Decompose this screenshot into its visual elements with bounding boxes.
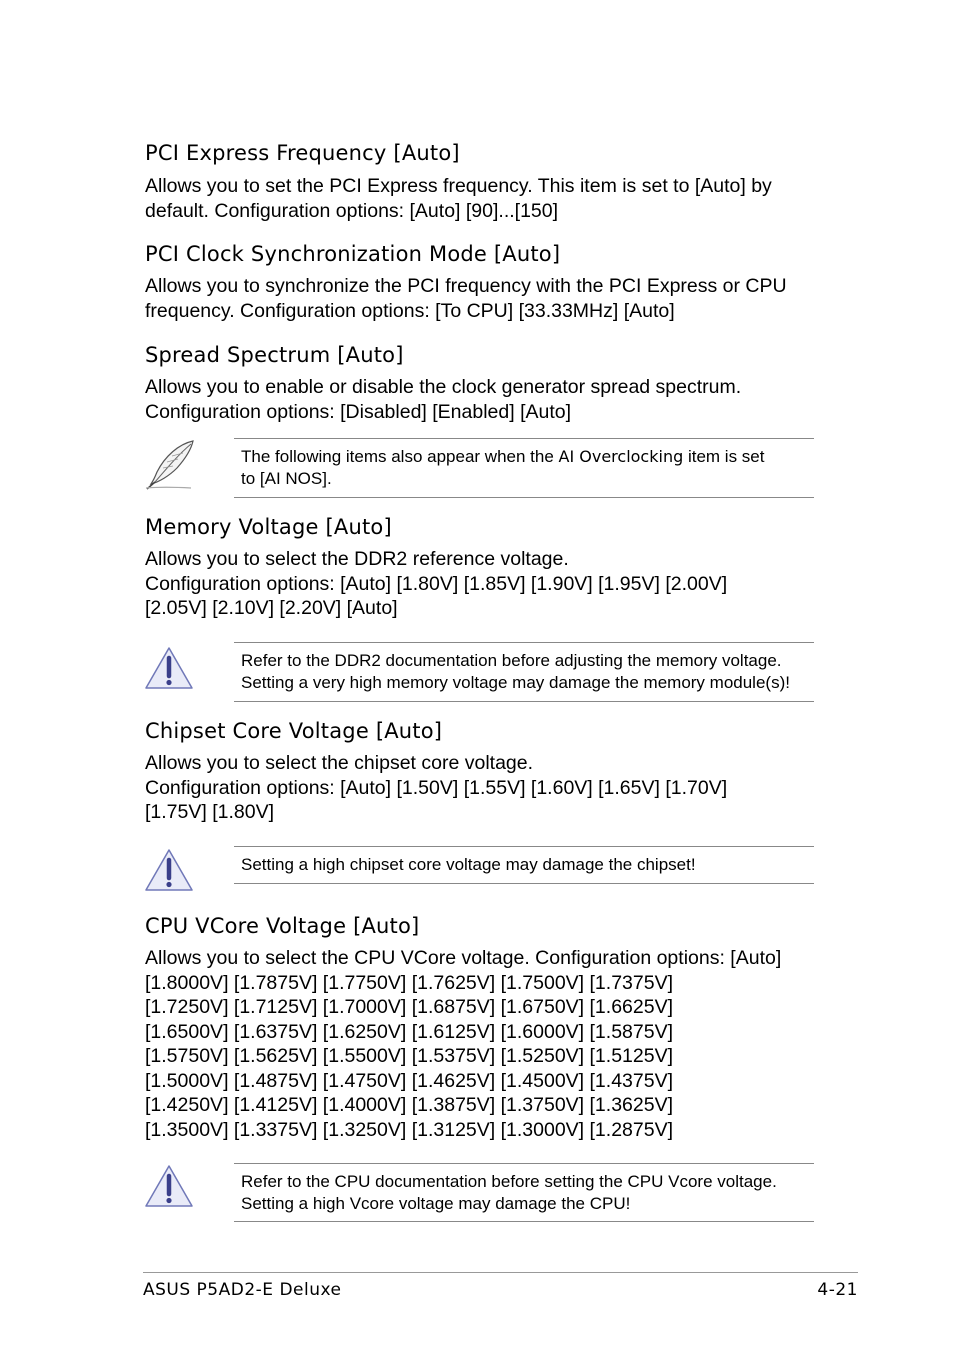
section-body-chipset-core-voltage: Allows you to select the chipset core voltage. Configuration options: [Auto] [1.50V] [1.55V] [1.60V] [1.65V] [1.70V] [1.75V] [1.80V] (145, 752, 728, 823)
section-heading-cpu-vcore-voltage: CPU VCore Voltage [Auto] (145, 914, 420, 938)
section-body-pci-express-frequency: Allows you to set the PCI Express frequency. This item is set to [Auto] by default. Configuration options: [Auto] [90]...[150] (145, 175, 772, 222)
warning-icon (143, 847, 195, 893)
section-heading-pci-clock-sync: PCI Clock Synchronization Mode [Auto] (145, 242, 561, 266)
section-heading-memory-voltage: Memory Voltage [Auto] (145, 515, 392, 539)
note-box (234, 438, 814, 498)
footer-divider (143, 1272, 858, 1273)
warning-box-cpu (234, 1163, 814, 1222)
warning-text-chipset: Setting a high chipset core voltage may damage the chipset! (241, 855, 696, 874)
footer-page-number: 4-21 (817, 1280, 858, 1300)
section-heading-spread-spectrum: Spread Spectrum [Auto] (145, 343, 404, 367)
warning-box-chipset (234, 846, 814, 884)
warning-icon (143, 1163, 195, 1209)
section-body-spread-spectrum: Allows you to enable or disable the clock generator spread spectrum. Configuration options: [Disabled] [Enabled] [Auto] (145, 376, 742, 423)
note-text: The following items also appear when the AI Overclocking item is set to [AI NOS]. (241, 447, 765, 488)
warning-box-memory (234, 642, 814, 702)
section-heading-pci-express-frequency: PCI Express Frequency [Auto] (145, 141, 460, 165)
section-body-cpu-vcore-voltage: Allows you to select the CPU VCore voltage. Configuration options: [Auto] [1.8000V] [1.7875V] [1.7750V] [1.7625V] [1.7500V] [1.7375V] [1.7250V] [1.7125V] [1.7000V] [1.6875V] [1.6750V] [1.6625V] [1.6500V] [1.6375V] [1.6250V] [1.6125V] [1.6000V] [1.5875V] [1.5750V] [1.5625V] [1.5500V] [1.5375V] [1.5250V] [1.5125V] [1.5000V] [1.4875V] [1.4750V] [1.4625V] [1.4500V] [1.4375V] [1.4250V] [1.4125V] [1.4000V] [1.3875V] [1.3750V] [1.3625V] [1.3500V] [1.3375V] [1.3250V] [1.3125V] [1.3000V] [1.2875V] (145, 947, 782, 1141)
feather-pen-icon (143, 438, 197, 492)
warning-icon (143, 645, 195, 691)
section-body-memory-voltage: Allows you to select the DDR2 reference voltage. Configuration options: [Auto] [1.80V] [1.85V] [1.90V] [1.95V] [2.00V] [2.05V] [2.10V] [2.20V] [Auto] (145, 548, 728, 619)
warning-text-cpu: Refer to the CPU documentation before setting the CPU Vcore voltage. Setting a high Vcore voltage may damage the CPU! (241, 1172, 777, 1213)
footer-product-name: ASUS P5AD2-E Deluxe (143, 1280, 342, 1300)
ai-overclocking-keyword: AI Overclocking (558, 447, 684, 466)
section-body-pci-clock-sync: Allows you to synchronize the PCI frequency with the PCI Express or CPU frequency. Configuration options: [To CPU] [33.33MHz] [Auto] (145, 275, 787, 322)
warning-text-memory: Refer to the DDR2 documentation before adjusting the memory voltage. Setting a very high memory voltage may damage the memory module(s)! (241, 651, 790, 692)
section-heading-chipset-core-voltage: Chipset Core Voltage [Auto] (145, 719, 443, 743)
